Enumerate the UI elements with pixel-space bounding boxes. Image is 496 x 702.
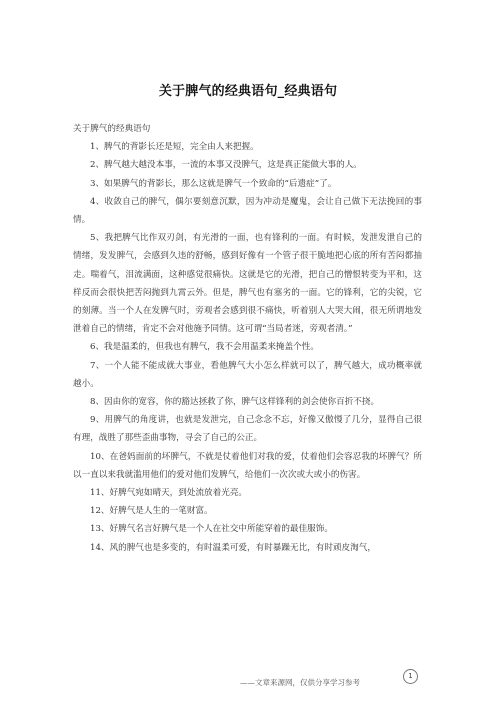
paragraph-7: 7、一个人能不能成就大事业，看他脾气大小怎么样就可以了，脾气越大，成功概率就越小。	[73, 360, 422, 389]
paragraph-10: 10、在爸妈面前的坏脾气，不就是仗着他们对我的爱，仗着他们会容忍我的坏脾气？所以一直以来我就滥用他们的爱对他们发脾气，给他们一次次或大或小的伤害。	[73, 451, 422, 480]
paragraph-5: 5、我把脾气比作双刃剑，有光滑的一面，也有锋利的一面。有时候，发泄发泄自己的情绪，发发脾气，会感到久违的舒畅，感到好像有一个管子很干脆地把心底的所有苦闷都抽走。喘着气，泪流满面，这种感觉很痛快。这就是它的光滑，把自己的憎恨转变为平和，这样反而会很快把苦闷抛到九霄云外。但是，脾气也有塞劣的一面。它的锋利，它的尖锐，它的刻薄。当一个人在发脾气时，旁观者会感到很不痛快，听着别人大哭大闹，很无所谓地发泄着自己的情绪，肯定不会对他施予同情。这可谓“当局者迷，旁观者清。”	[73, 233, 422, 335]
footer-source-note: ——文章来源网，仅供分享学习参考	[240, 678, 360, 687]
document-subtitle: 关于脾气的经典语句	[73, 124, 151, 134]
paragraph-14: 14、风的脾气也是多变的，有时温柔可爱，有时暴躁无比，有时顽皮淘气，	[90, 542, 376, 553]
paragraph-8: 8、因由你的宽容，你的豁达拯救了你，脾气这样锋利的剑会使你百折不挠。	[90, 397, 380, 408]
paragraph-9: 9、用脾气的角度讲，也就是发泄完，自己念念不忘，好像又傲慢了几分，显得自己很有理，战胜了那些歪曲事物，寻会了自己的公正。	[73, 415, 422, 444]
paragraph-2: 2、脾气越大越没本事，一流的本事又没脾气，这是真正能做大事的人。	[90, 160, 362, 171]
paragraph-4: 4、收敛自己的脾气，偶尔要刻意沉默，因为冲动是魔鬼，会让自己做下无法挽回的事情。	[73, 196, 422, 226]
paragraph-13: 13、好脾气名言好脾气是一个人在社交中所能穿着的最佳服饰。	[90, 524, 333, 535]
paragraph-11: 11、好脾气宛如晴天，到处流放着光亮。	[90, 488, 248, 499]
paragraph-3: 3、如果脾气的背影长，那么这就是脾气一个致命的“后遗症”了。	[90, 178, 337, 189]
document-title: 关于脾气的经典语句_经典语句	[158, 84, 338, 99]
paragraph-6: 6、我是温柔的，但我也有脾气，我不会用温柔来掩盖个性。	[90, 342, 319, 353]
paragraph-1: 1、脾气的背影长还是短，完全由人来把握。	[90, 142, 259, 153]
paragraph-12: 12、好脾气是人生的一笔财富。	[90, 506, 213, 517]
document-body	[73, 120, 422, 557]
page-number-badge: 1	[403, 669, 418, 684]
